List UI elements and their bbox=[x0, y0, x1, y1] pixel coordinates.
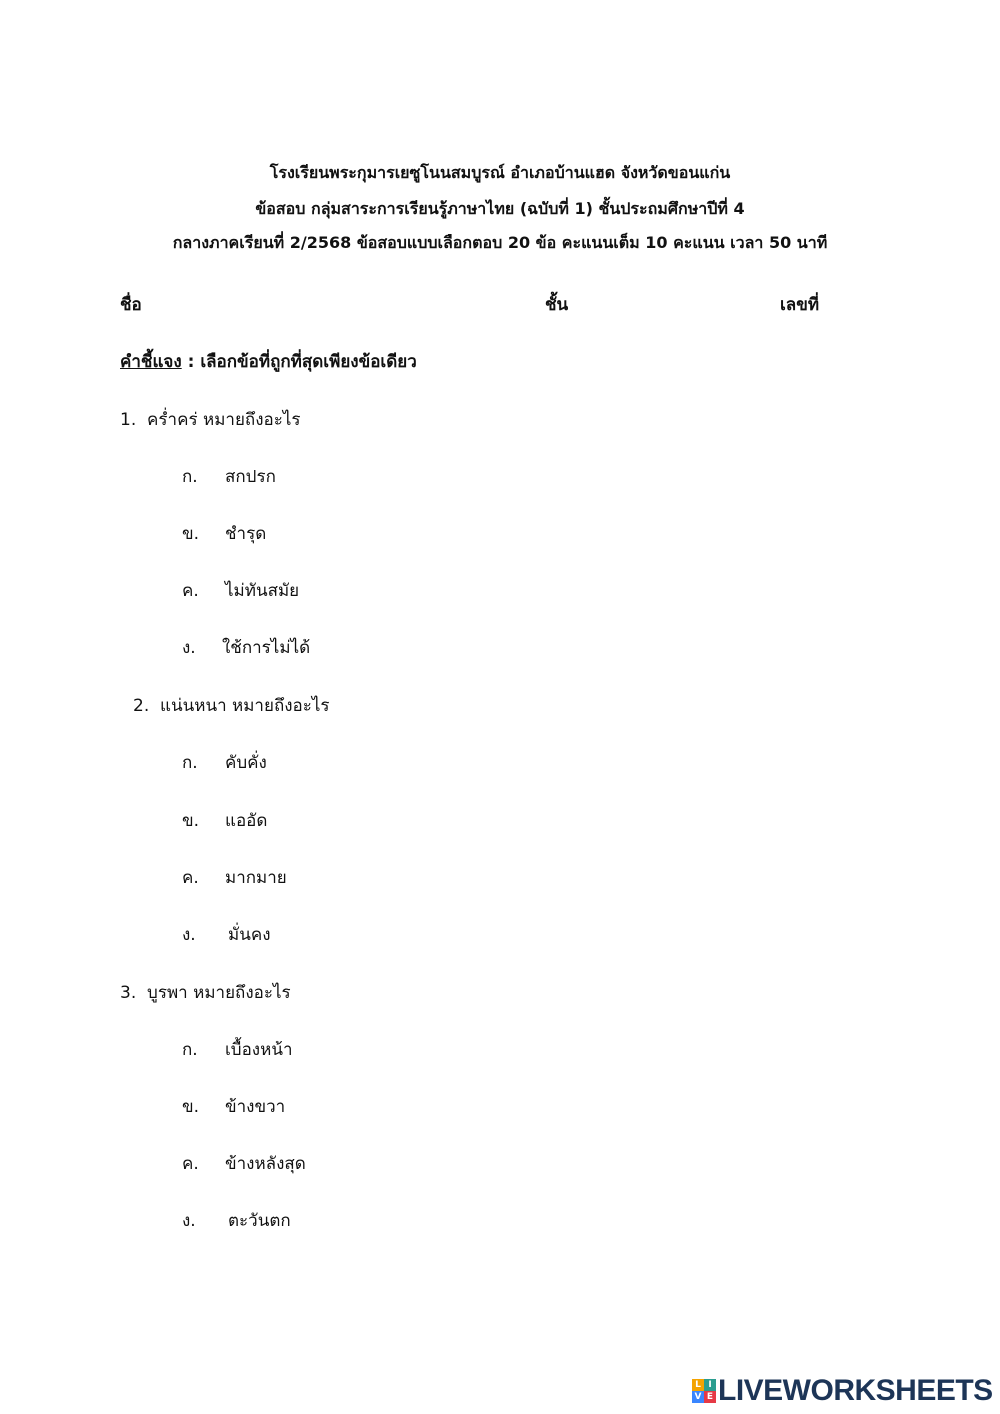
q1-option-b[interactable]: ชำรุด bbox=[225, 524, 267, 544]
q2-option-c-letter: ค. bbox=[182, 868, 199, 888]
q2-option-a-letter: ก. bbox=[182, 753, 198, 773]
q1-option-a[interactable]: สกปรก bbox=[225, 467, 276, 487]
liveworksheets-wordmark: LIVEWORKSHEETS bbox=[718, 1374, 993, 1407]
question-2 bbox=[133, 696, 330, 716]
q1-option-d[interactable]: ใช้การไม่ได้ bbox=[222, 638, 311, 658]
q1-option-b-letter: ข. bbox=[182, 524, 200, 544]
question-1 bbox=[120, 410, 301, 430]
question-text: คร่ำคร่ หมายถึงอะไร bbox=[147, 410, 301, 430]
q1-option-a-letter: ก. bbox=[182, 467, 198, 487]
liveworksheets-icon bbox=[692, 1379, 716, 1403]
question-number: 2. bbox=[133, 696, 150, 716]
liveworksheets-logo bbox=[692, 1376, 993, 1406]
q1-option-c-letter: ค. bbox=[182, 581, 199, 601]
logo-tile-e: E bbox=[704, 1391, 716, 1403]
q1-option-c[interactable]: ไม่ทันสมัย bbox=[225, 581, 300, 601]
q3-option-d-letter: ง. bbox=[182, 1211, 196, 1231]
q2-option-d[interactable]: มั่นคง bbox=[228, 925, 271, 945]
q3-option-b[interactable]: ข้างขวา bbox=[225, 1097, 286, 1117]
logo-tile-i: I bbox=[704, 1379, 716, 1391]
question-3 bbox=[120, 983, 291, 1003]
q1-option-d-letter: ง. bbox=[182, 638, 196, 658]
q2-option-c[interactable]: มากมาย bbox=[225, 868, 287, 888]
logo-tile-v: V bbox=[692, 1391, 704, 1403]
q2-option-d-letter: ง. bbox=[182, 925, 196, 945]
question-number: 3. bbox=[120, 983, 137, 1003]
name-label: ชื่อ bbox=[120, 295, 142, 315]
class-label: ชั้น bbox=[545, 295, 569, 315]
q3-option-a[interactable]: เบื้องหน้า bbox=[225, 1040, 293, 1060]
exam-subject-title: ข้อสอบ กลุ่มสาระการเรียนรู้ภาษาไทย (ฉบับที่ 1) ชั้นประถมศึกษาปีที่ 4 bbox=[255, 199, 745, 218]
q3-option-c-letter: ค. bbox=[182, 1154, 199, 1174]
q2-option-b-letter: ข. bbox=[182, 811, 200, 831]
instructions-label: คำชี้แจง bbox=[120, 352, 182, 372]
instructions-text: : เลือกข้อที่ถูกที่สุดเพียงข้อเดียว bbox=[181, 352, 417, 372]
q2-option-a[interactable]: คับคั่ง bbox=[225, 753, 267, 773]
q3-option-c[interactable]: ข้างหลังสุด bbox=[225, 1154, 306, 1174]
question-number: 1. bbox=[120, 410, 137, 430]
q2-option-b[interactable]: แออัด bbox=[225, 811, 268, 831]
school-title: โรงเรียนพระกุมารเยซูโนนสมบูรณ์ อำเภอบ้านแฮด จังหวัดขอนแก่น bbox=[269, 163, 731, 182]
question-text: บูรพา หมายถึงอะไร bbox=[147, 983, 291, 1003]
exam-details-title: กลางภาคเรียนที่ 2/2568 ข้อสอบแบบเลือกตอบ 20 ข้อ คะแนนเต็ม 10 คะแนน เวลา 50 นาที bbox=[172, 233, 828, 252]
instructions bbox=[120, 352, 417, 372]
question-text: แน่นหนา หมายถึงอะไร bbox=[160, 696, 330, 716]
student-number-label: เลขที่ bbox=[780, 295, 820, 315]
logo-tile-l: L bbox=[692, 1379, 704, 1391]
q3-option-b-letter: ข. bbox=[182, 1097, 200, 1117]
q3-option-d[interactable]: ตะวันตก bbox=[228, 1211, 291, 1231]
q3-option-a-letter: ก. bbox=[182, 1040, 198, 1060]
